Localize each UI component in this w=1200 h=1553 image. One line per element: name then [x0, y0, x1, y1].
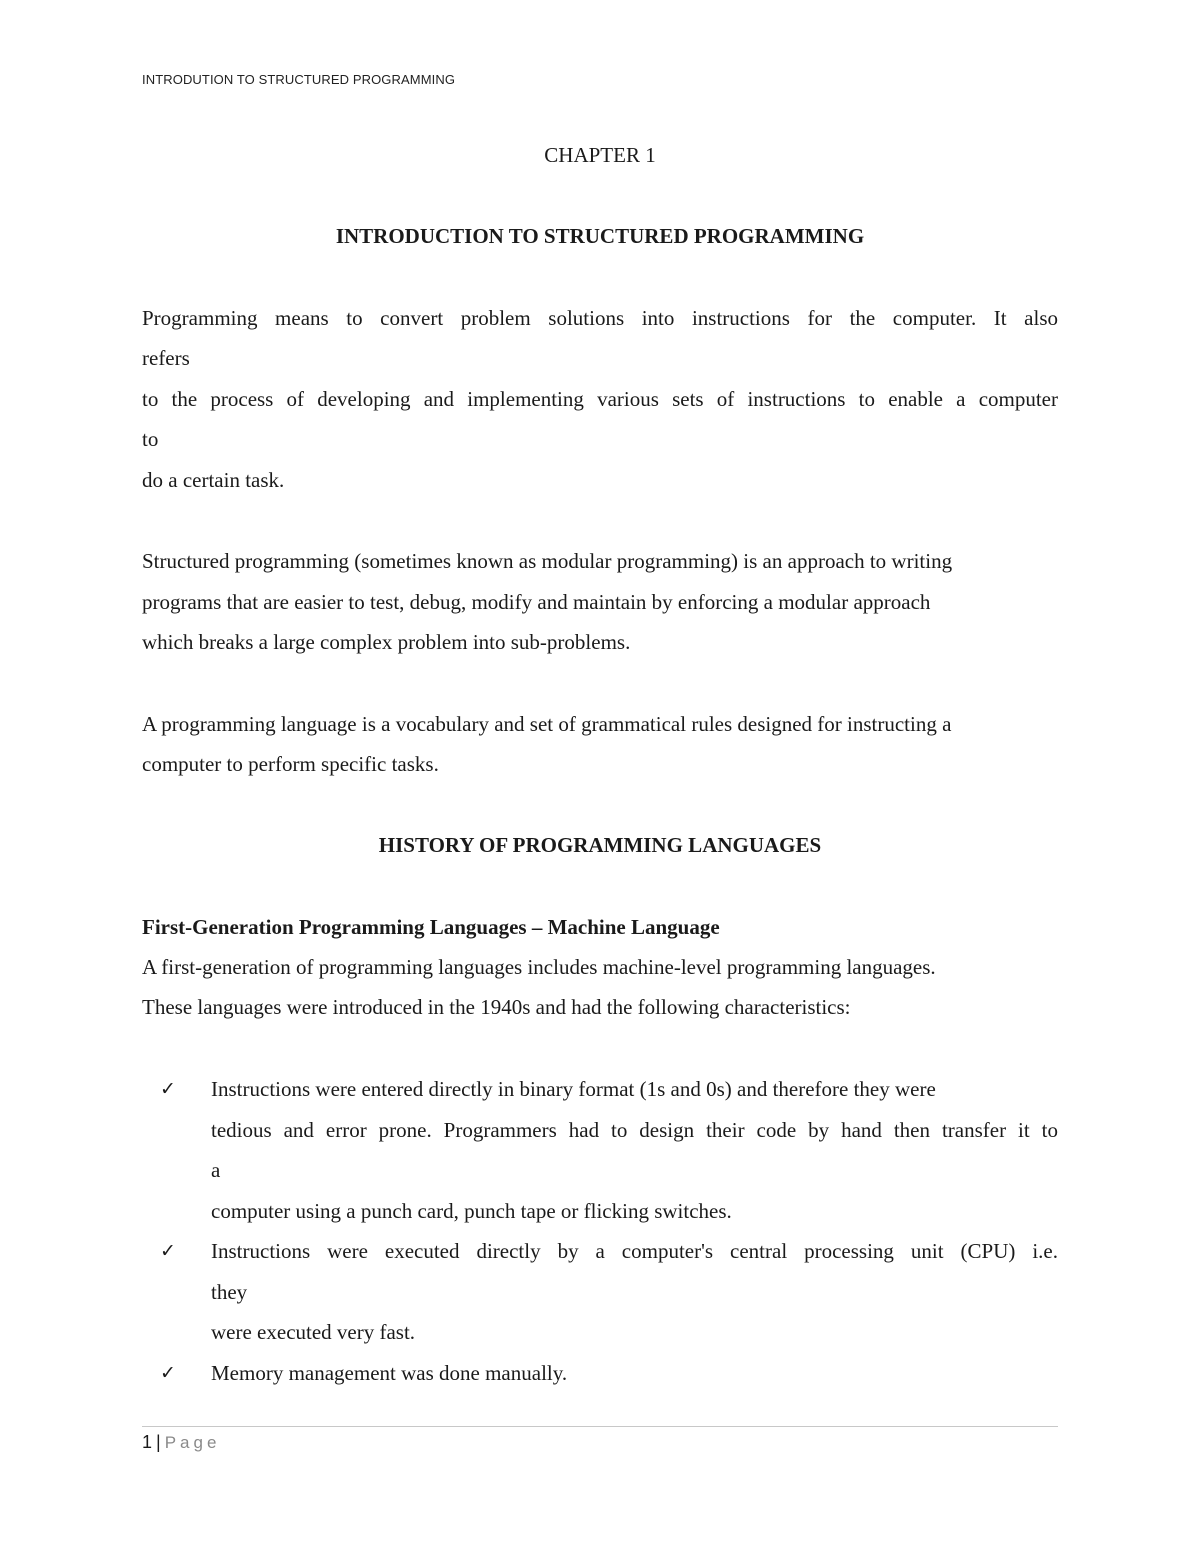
page-footer [142, 1432, 220, 1453]
chapter-number: CHAPTER 1 [544, 143, 656, 167]
history-paragraph-line: These languages were introduced in the 1940s and had the following characteristics: [142, 995, 851, 1019]
intro-paragraph-line: do a certain task. [142, 468, 285, 492]
chapter-title: INTRODUCTION TO STRUCTURED PROGRAMMING [335, 224, 865, 248]
structured-paragraph-line: Structured programming (sometimes known as modular programming) is an approach to writing [142, 549, 953, 573]
bullet-line: tedious and error prone. Programmers had to design their code by hand then transfer it to [211, 1118, 1058, 1142]
intro-paragraph-line: to the process of developing and implementing various sets of instructions to enable a computer [142, 387, 1058, 411]
bullet-line: they [211, 1280, 248, 1304]
history-paragraph-line: A first-generation of programming languages includes machine-level programming languages. [142, 955, 936, 979]
checkmark-icon: ✓ [160, 1362, 176, 1384]
language-paragraph-line: A programming language is a vocabulary and set of grammatical rules designed for instructing a [142, 712, 952, 736]
history-heading: HISTORY OF PROGRAMMING LANGUAGES [378, 833, 822, 857]
first-generation-subheading: First-Generation Programming Languages – Machine Language [142, 915, 720, 939]
intro-paragraph-line: Programming means to convert problem solutions into instructions for the computer. It also [142, 306, 1058, 330]
intro-paragraph-line: refers [142, 346, 190, 370]
checkmark-icon: ✓ [160, 1078, 176, 1100]
footer-divider [142, 1426, 1058, 1427]
structured-paragraph-line: which breaks a large complex problem into sub-problems. [142, 630, 631, 654]
bullet-line: were executed very fast. [211, 1320, 416, 1344]
bullet-line: Memory management was done manually. [211, 1361, 568, 1385]
bullet-line: a [211, 1158, 221, 1182]
language-paragraph-line: computer to perform specific tasks. [142, 752, 439, 776]
bullet-line: Instructions were entered directly in binary format (1s and 0s) and therefore they were [211, 1077, 936, 1101]
footer-separator: | [156, 1432, 161, 1452]
intro-paragraph-line: to [142, 427, 159, 451]
page-number: 1 [142, 1432, 153, 1452]
structured-paragraph-line: programs that are easier to test, debug, modify and maintain by enforcing a modular approach [142, 590, 931, 614]
running-header: INTRODUTION TO STRUCTURED PROGRAMMING [142, 72, 456, 87]
bullet-line: computer using a punch card, punch tape or flicking switches. [211, 1199, 732, 1223]
bullet-line: Instructions were executed directly by a computer's central processing unit (CPU) i.e. [211, 1239, 1058, 1263]
checkmark-icon: ✓ [160, 1240, 176, 1262]
page-label: Page [164, 1433, 221, 1452]
